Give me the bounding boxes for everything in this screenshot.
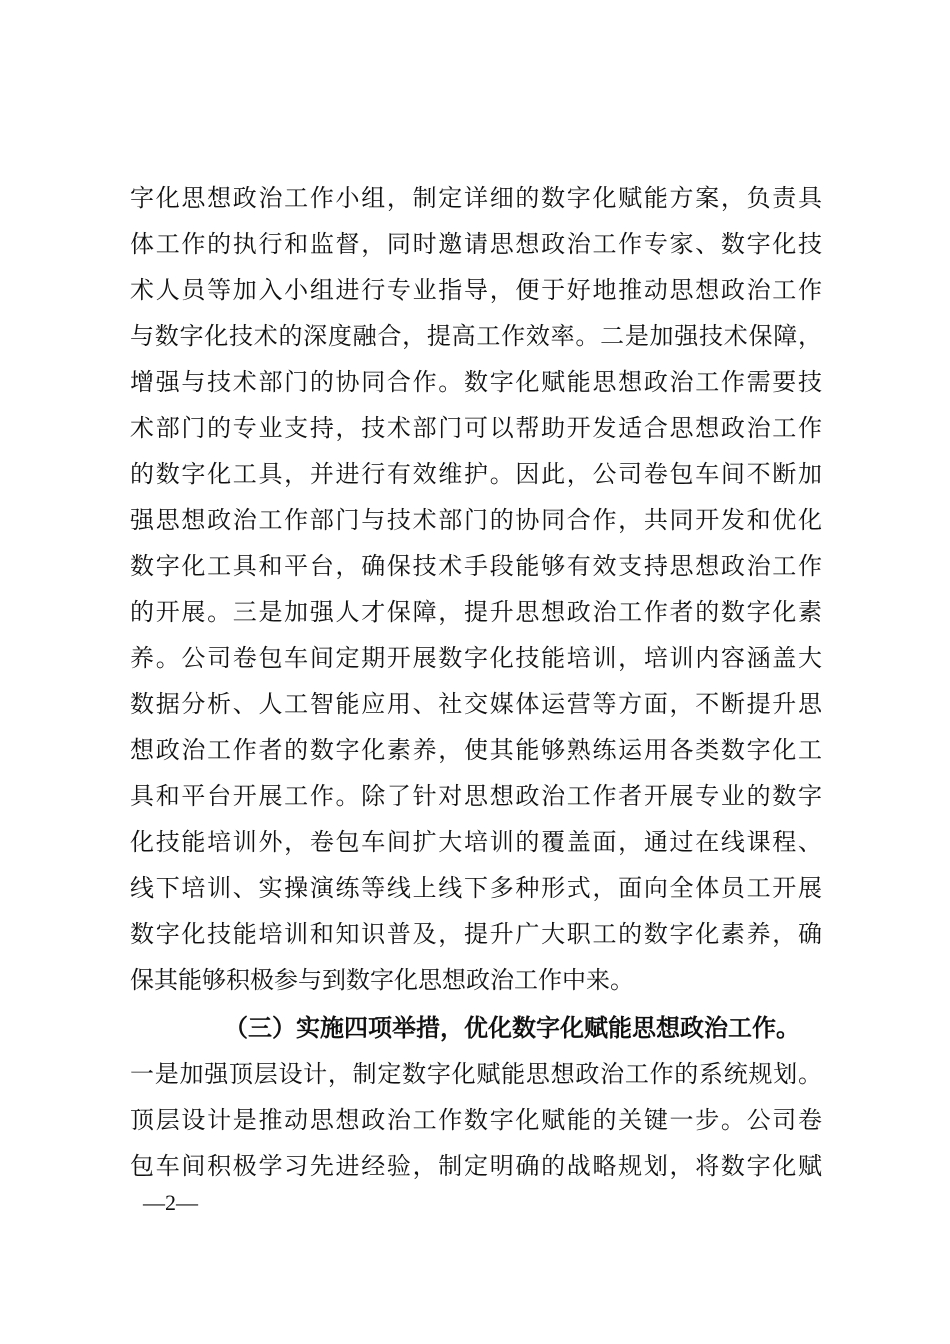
body-line: 的数字化工具，并进行有效维护。因此，公司卷包车间不断加: [130, 460, 822, 488]
page-number: —2—: [143, 1190, 198, 1215]
body-line: 术部门的专业支持，技术部门可以帮助开发适合思想政治工作: [130, 414, 822, 442]
body-line: 线下培训、实操演练等线上线下多种形式，面向全体员工开展: [130, 874, 822, 902]
body-line: 强思想政治工作部门与技术部门的协同合作，共同开发和优化: [130, 506, 822, 534]
body-line: 具和平台开展工作。除了针对思想政治工作者开展专业的数字: [130, 782, 822, 810]
body-line: 保其能够积极参与到数字化思想政治工作中来。: [130, 966, 634, 994]
body-line: 的开展。三是加强人才保障，提升思想政治工作者的数字化素: [130, 598, 822, 626]
body-line: 养。公司卷包车间定期开展数字化技能培训，培训内容涵盖大: [130, 644, 822, 672]
body-line: 数据分析、人工智能应用、社交媒体运营等方面，不断提升思: [130, 690, 822, 718]
body-line: 数字化工具和平台，确保技术手段能够有效支持思想政治工作: [130, 552, 822, 580]
body-line: 术人员等加入小组进行专业指导，便于好地推动思想政治工作: [130, 276, 822, 304]
section-heading: （三）实施四项举措，优化数字化赋能思想政治工作。: [224, 1013, 800, 1042]
body-line: 包车间积极学习先进经验，制定明确的战略规划，将数字化赋: [130, 1152, 822, 1180]
body-line: 数字化技能培训和知识普及，提升广大职工的数字化素养，确: [130, 920, 822, 948]
body-line: 顶层设计是推动思想政治工作数字化赋能的关键一步。公司卷: [130, 1106, 822, 1134]
body-line: 与数字化技术的深度融合，提高工作效率。二是加强技术保障，: [130, 322, 822, 350]
body-line: 一是加强顶层设计，制定数字化赋能思想政治工作的系统规划。: [130, 1060, 822, 1088]
body-line: 想政治工作者的数字化素养，使其能够熟练运用各类数字化工: [130, 736, 822, 764]
body-line: 体工作的执行和监督，同时邀请思想政治工作专家、数字化技: [130, 230, 822, 258]
body-line: 增强与技术部门的协同合作。数字化赋能思想政治工作需要技: [130, 368, 822, 396]
body-line: 字化思想政治工作小组，制定详细的数字化赋能方案，负责具: [130, 184, 822, 212]
body-line: 化技能培训外，卷包车间扩大培训的覆盖面，通过在线课程、: [130, 828, 822, 856]
